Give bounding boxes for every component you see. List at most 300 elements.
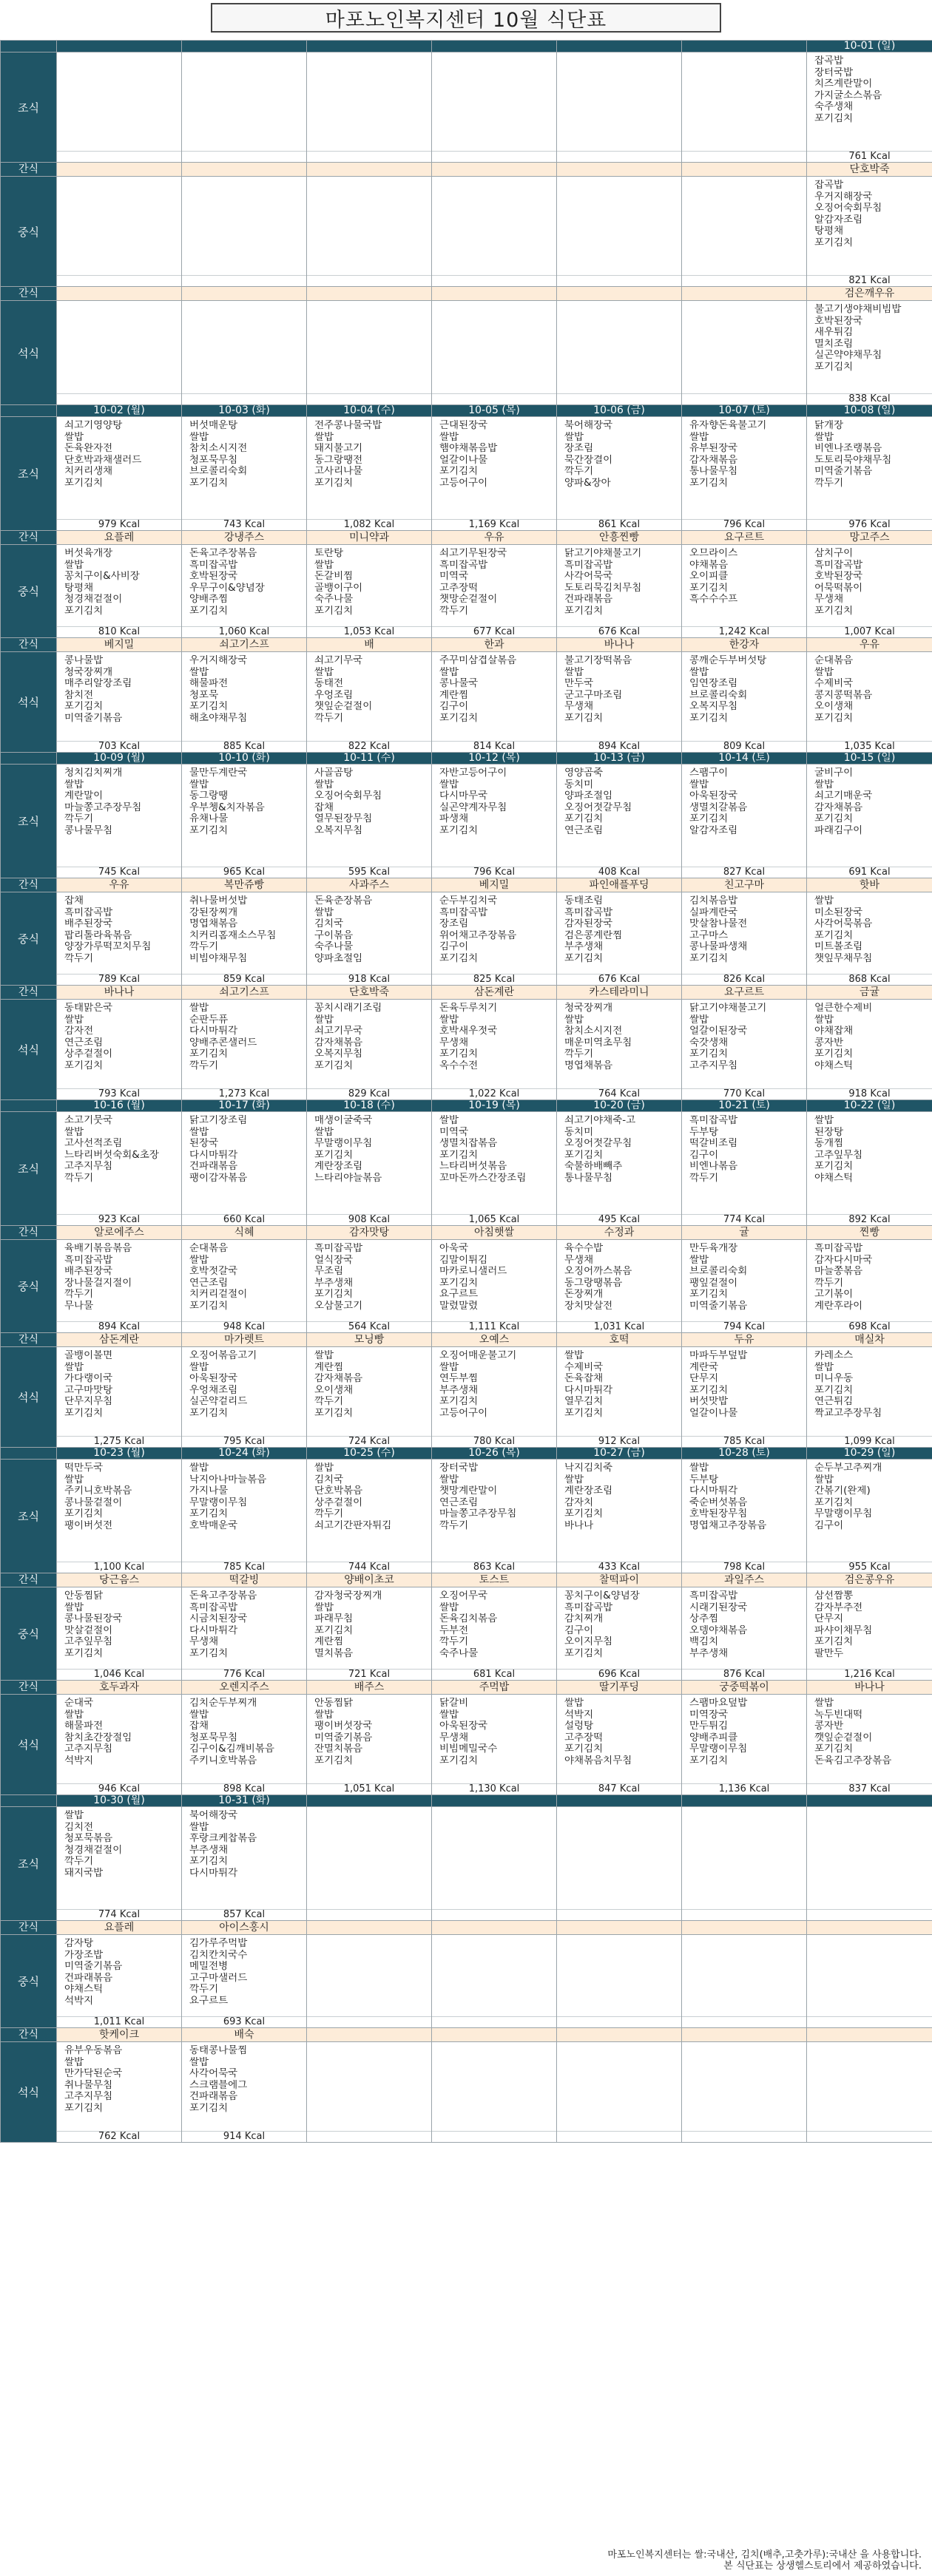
menu-item: 고사리나물: [314, 466, 363, 477]
snack-cell: 바나나: [57, 986, 182, 1000]
menu-item: 떡만두국: [64, 1462, 104, 1474]
kcal-number: 912: [598, 1436, 617, 1447]
kcal-unit: Kcal: [369, 1214, 391, 1225]
menu-items: [557, 1347, 681, 1419]
menu-item: 해초야채무침: [189, 712, 248, 724]
meal-cell: [557, 1587, 682, 1681]
menu-items: [182, 1695, 306, 1766]
menu-item: 돈장찌개: [564, 1289, 604, 1300]
kcal-value: [682, 1669, 806, 1680]
kcal-unit: Kcal: [244, 867, 266, 878]
menu-items: [807, 1935, 932, 1938]
menu-item: 만두육개장: [689, 1243, 738, 1254]
snack-cell: 단호박죽: [307, 986, 432, 1000]
kcal-value: [182, 867, 306, 878]
menu-item: 포기김치: [64, 2102, 104, 2114]
kcal-number: 1,082: [343, 519, 371, 530]
kcal-number: 681: [473, 1669, 492, 1680]
kcal-value: [57, 1214, 181, 1225]
snack-cell: 쇠고기스프: [182, 638, 307, 652]
meal-cell: [432, 52, 557, 163]
meal-cell: [57, 417, 182, 531]
menu-item: 콩나물무침: [64, 824, 113, 836]
kcal-number: 1,275: [93, 1436, 121, 1447]
meal-cell: [432, 1935, 557, 2028]
menu-item: 포기김치: [814, 1497, 854, 1508]
menu-item: 챗망계란말이: [439, 1485, 498, 1497]
kcal-number: 1,273: [218, 1088, 246, 1099]
snack-label: 간식: [1, 163, 57, 177]
menu-item: 쌀밥: [814, 895, 834, 906]
menu-item: 포기김치: [689, 1048, 729, 1060]
menu-item: 우거지해장국: [189, 655, 248, 666]
kcal-value: [807, 2016, 932, 2027]
menu-item: 오이생채: [314, 1384, 354, 1396]
meal-cell: [307, 1112, 432, 1226]
kcal-unit: Kcal: [744, 867, 766, 878]
menu-item: 버섯육개장: [64, 548, 113, 559]
meal-cell: [182, 545, 307, 638]
snack-cell: 파인애플푸딩: [557, 878, 682, 892]
kcal-number: 795: [223, 1436, 242, 1447]
kcal-number: 774: [98, 1909, 117, 1920]
snack-cell: [682, 163, 807, 177]
menu-item: 골뱅이구이: [314, 582, 363, 594]
menu-items: [432, 1112, 556, 1184]
day-header: [182, 41, 307, 52]
menu-item: 고추지무침: [64, 2091, 113, 2102]
menu-item: 챗잎순겉절이: [314, 701, 373, 712]
kcal-unit: Kcal: [369, 1088, 391, 1099]
menu-item: 돼지불고기: [314, 443, 363, 454]
menu-item: 안동찜닭: [314, 1698, 354, 1709]
snack-cell: 배숙: [182, 2028, 307, 2042]
snack-cell: 카스테라미니: [557, 986, 682, 1000]
kcal-number: 780: [473, 1436, 492, 1447]
menu-item: 포기김치: [314, 477, 354, 489]
snack-label: 간식: [1, 1333, 57, 1347]
menu-item: 새우튀김: [814, 327, 854, 338]
kcal-number: 1,169: [468, 519, 496, 530]
snack-cell: [682, 287, 807, 301]
menu-item: 쌀밥: [689, 1254, 709, 1266]
meal-cell: [807, 301, 932, 405]
snack-label: 간식: [1, 2028, 57, 2042]
snack-label: 간식: [1, 1921, 57, 1935]
kcal-unit: Kcal: [374, 626, 395, 637]
menu-item: 쌀밥: [189, 1361, 209, 1373]
menu-item: 포기김치: [189, 1856, 229, 1867]
meal-cell: [307, 1460, 432, 1573]
menu-item: 장치맛살전: [564, 1300, 613, 1312]
menu-item: 포기김치: [689, 952, 729, 964]
menu-item: 쌀밥: [439, 666, 459, 678]
kcal-unit: Kcal: [744, 741, 766, 752]
snack-cell: 검은깨우유: [807, 287, 932, 301]
day-header: 10-23 (월): [57, 1448, 182, 1460]
kcal-value: [682, 2016, 806, 2027]
day-header: 10-11 (수): [307, 753, 432, 765]
menu-items: [682, 765, 806, 836]
kcal-value: [682, 1909, 806, 1920]
kcal-value: [182, 1562, 306, 1573]
breakfast-label: 조식: [1, 52, 57, 163]
kcal-number: 776: [223, 1669, 242, 1680]
menu-item: 된장탕: [814, 1126, 844, 1138]
meal-cell: [682, 1112, 807, 1226]
menu-item: 참치소시지전: [564, 1026, 623, 1037]
menu-item: 계란장조림: [314, 1161, 363, 1172]
lunch-label: 중식: [1, 1587, 57, 1681]
menu-item: 미역국: [439, 1126, 469, 1138]
menu-item: 마늘쫑고추장무침: [64, 801, 142, 813]
date-header-row: [1, 1100, 932, 1112]
menu-item: 오이지무침: [564, 1636, 613, 1647]
meal-cell: [432, 1000, 557, 1100]
menu-items: [182, 545, 306, 617]
date-header-row: [1, 753, 932, 765]
kcal-value: [57, 2131, 181, 2142]
menu-item: 브로콜리숙회: [189, 466, 248, 477]
kcal-number: 770: [723, 1088, 742, 1099]
menu-item: 쌀밥: [314, 1126, 334, 1138]
snack-cell: 아침햇쌀: [432, 1226, 557, 1240]
menu-item: 쌀밥: [64, 1601, 84, 1613]
menu-item: 꼬마돈까스간장조림: [439, 1172, 527, 1184]
meal-cell: [682, 301, 807, 405]
kcal-value: [682, 974, 806, 985]
menu-item: 연근조림: [189, 1277, 229, 1289]
kcal-value: [557, 1214, 681, 1225]
kcal-value: [807, 867, 932, 878]
menu-item: 콩나물밥: [64, 655, 104, 666]
snack-cell: [432, 1921, 557, 1935]
meal-cell: [432, 1460, 557, 1573]
menu-item: 감자채볶음: [314, 1037, 363, 1048]
meal-cell: [807, 1112, 932, 1226]
menu-item: 연근조림: [564, 824, 604, 836]
kcal-value: [57, 741, 181, 752]
menu-item: 매운미역초무침: [564, 1037, 632, 1048]
meal-cell: [807, 765, 932, 878]
kcal-number: 859: [223, 974, 242, 985]
snack-cell: 양배이초코: [307, 1573, 432, 1587]
menu-item: 청경채겉절이: [64, 1844, 123, 1856]
kcal-number: 774: [723, 1214, 742, 1225]
kcal-value: [57, 1783, 181, 1794]
menu-item: 우엉조림: [314, 689, 354, 701]
kcal-number: 1,111: [468, 1321, 496, 1332]
menu-item: 깍두기: [314, 1508, 344, 1519]
meal-cell: [807, 545, 932, 638]
meal-cell: [807, 1347, 932, 1448]
menu-item: 묵간장결이: [564, 454, 613, 466]
menu-items: [682, 1695, 806, 1766]
menu-item: 야채볶음치무침: [564, 1755, 632, 1766]
kcal-value: [557, 1783, 681, 1794]
kcal-unit: Kcal: [874, 626, 895, 637]
menu-item: 죽순버섯볶음: [689, 1497, 748, 1508]
menu-item: 계란찜: [314, 1636, 344, 1647]
kcal-unit: Kcal: [119, 519, 141, 530]
menu-items: [557, 177, 681, 180]
meal-cell: [807, 1460, 932, 1573]
menu-items: [307, 1695, 431, 1766]
meal-cell: [557, 417, 682, 531]
kcal-number: 1,136: [718, 1783, 746, 1794]
menu-item: 포기김치: [564, 1647, 604, 1659]
menu-item: 포기김치: [189, 824, 229, 836]
menu-items: [307, 765, 431, 836]
menu-item: 오복지무침: [314, 824, 363, 836]
snack-cell: [432, 287, 557, 301]
breakfast-row: [1, 1807, 932, 1921]
kcal-value: [557, 2131, 681, 2142]
menu-item: 쌀밥: [314, 559, 334, 571]
menu-item: 포기김치: [189, 1300, 229, 1312]
menu-items: [682, 1807, 806, 1810]
meal-cell: [307, 177, 432, 287]
breakfast-label: 조식: [1, 1112, 57, 1226]
menu-item: 콩지콩떡볶음: [814, 689, 873, 701]
meal-cell: [182, 765, 307, 878]
meal-cell: [57, 2042, 182, 2143]
day-header: 10-31 (화): [182, 1795, 307, 1807]
menu-item: 오징어매운불고기: [439, 1350, 517, 1361]
kcal-unit: Kcal: [119, 626, 141, 637]
day-header: 10-04 (수): [307, 405, 432, 417]
menu-item: 감자치: [564, 1497, 594, 1508]
menu-item: 쌀밥: [564, 1350, 584, 1361]
dinner-row: [1, 652, 932, 753]
menu-item: 포기김치: [814, 1048, 854, 1060]
menu-item: 포기김치: [314, 1407, 354, 1419]
menu-item: 가지굴소스볶음: [814, 89, 882, 101]
day-header: 10-14 (토): [682, 753, 807, 765]
menu-item: 부추생채: [689, 1647, 729, 1659]
menu-items: [557, 1695, 681, 1766]
day-header: 10-10 (화): [182, 753, 307, 765]
menu-item: 버섯매운탕: [189, 420, 238, 431]
kcal-value: [307, 974, 431, 985]
menu-item: 포기김치: [439, 952, 479, 964]
menu-item: 포기김치: [64, 701, 104, 712]
menu-item: 호박된장국: [814, 571, 863, 582]
kcal-value: [807, 519, 932, 530]
menu-item: 청경채겉절이: [64, 594, 123, 605]
kcal-number: 1,065: [468, 1214, 496, 1225]
menu-item: 포기김치: [314, 1755, 354, 1766]
menu-items: [557, 1460, 681, 1531]
day-header: 10-05 (목): [432, 405, 557, 417]
dinner-label: 석식: [1, 1347, 57, 1448]
menu-items: [682, 1935, 806, 1938]
kcal-unit: Kcal: [744, 1321, 766, 1332]
kcal-number: 691: [848, 867, 868, 878]
lunch-label: 중식: [1, 1935, 57, 2028]
kcal-value: [307, 1562, 431, 1573]
menu-items: [557, 892, 681, 964]
menu-item: 알감자조림: [689, 824, 738, 836]
breakfast-label: 조식: [1, 417, 57, 531]
day-header: 10-16 (월): [57, 1100, 182, 1112]
meal-cell: [557, 1000, 682, 1100]
snack-cell: 감자맛탕: [307, 1226, 432, 1240]
meal-cell: [182, 1587, 307, 1681]
meal-cell: [307, 1587, 432, 1681]
day-header: 10-18 (수): [307, 1100, 432, 1112]
meal-cell: [182, 1460, 307, 1573]
kcal-unit: Kcal: [499, 1783, 520, 1794]
menu-item: 동치미: [564, 1126, 594, 1138]
snack-cell: 아이스홍시: [182, 1921, 307, 1935]
kcal-number: 660: [223, 1214, 242, 1225]
kcal-number: 898: [223, 1783, 242, 1794]
day-header: [432, 1795, 557, 1807]
kcal-number: 825: [473, 974, 492, 985]
menu-items: [682, 1347, 806, 1419]
snack-row: [1, 1333, 932, 1347]
day-header: 10-07 (토): [682, 405, 807, 417]
menu-item: 깍두기: [564, 1048, 594, 1060]
meal-cell: [57, 1000, 182, 1100]
menu-item: 야채스틱: [814, 1172, 854, 1184]
kcal-value: [432, 1783, 556, 1794]
kcal-unit: Kcal: [499, 519, 520, 530]
meal-cell: [57, 652, 182, 753]
date-header-corner: [1, 41, 57, 52]
kcal-unit: Kcal: [619, 626, 641, 637]
snack-cell: [432, 2028, 557, 2042]
menu-items: [682, 301, 806, 304]
menu-item: 실파계란국: [689, 906, 738, 918]
menu-item: 쌀밥: [564, 1698, 584, 1709]
kcal-value: [682, 626, 806, 637]
menu-item: 쇠고기무국: [314, 655, 363, 666]
menu-item: 닭고기장조림: [189, 1115, 248, 1126]
menu-item: 매추리알장조림: [64, 678, 132, 689]
meal-cell: [557, 52, 682, 163]
menu-item: 고추잎무침: [64, 1636, 113, 1647]
snack-cell: 찐빵: [807, 1226, 932, 1240]
kcal-unit: Kcal: [744, 974, 766, 985]
kcal-value: [432, 867, 556, 878]
menu-items: [307, 1347, 431, 1419]
menu-items: [57, 52, 181, 55]
meal-cell: [557, 1347, 682, 1448]
footer-line-2: 본 식단표는 상생헬스토리에서 제공하였습니다.: [723, 2560, 922, 2572]
menu-item: 깍두기: [314, 712, 344, 724]
snack-cell: [807, 2028, 932, 2042]
kcal-unit: Kcal: [244, 2016, 266, 2027]
snack-cell: 알로에주스: [57, 1226, 182, 1240]
kcal-value: [557, 1321, 681, 1332]
menu-item: 쌀밥: [64, 1126, 84, 1138]
menu-item: 단호박볶음: [314, 1485, 363, 1497]
kcal-number: 761: [848, 151, 868, 162]
snack-cell: 한과: [432, 638, 557, 652]
meal-cell: [807, 1587, 932, 1681]
kcal-number: 1,007: [844, 626, 872, 637]
menu-item: 돈육고추장볶음: [189, 1590, 257, 1601]
menu-item: 동치미: [564, 779, 594, 790]
meal-cell: [182, 52, 307, 163]
menu-item: 포기김치: [814, 1743, 854, 1755]
day-header: 10-15 (일): [807, 753, 932, 765]
menu-item: 쌀밥: [689, 779, 709, 790]
meal-cell: [307, 301, 432, 405]
menu-item: 흑미잡곡밥: [189, 1601, 238, 1613]
meal-cell: [432, 1807, 557, 1921]
snack-row: [1, 878, 932, 892]
kcal-number: 814: [473, 741, 492, 752]
menu-item: 짝교고추장무침: [814, 1407, 882, 1419]
menu-item: 버섯맛밥: [689, 1396, 729, 1407]
dinner-label: 석식: [1, 301, 57, 405]
menu-items: [807, 52, 932, 124]
menu-item: 돈육두루치기: [439, 1003, 498, 1014]
snack-cell: 오예스: [432, 1333, 557, 1347]
kcal-unit: Kcal: [124, 1562, 145, 1573]
menu-item: 불고기생야채비빔밥: [814, 304, 902, 315]
kcal-number: 676: [598, 974, 617, 985]
menu-item: 포기김치: [439, 824, 479, 836]
kcal-unit: Kcal: [619, 519, 641, 530]
snack-cell: 주먹밥: [432, 1681, 557, 1695]
kcal-number: 837: [848, 1783, 868, 1794]
kcal-number: 946: [98, 1783, 117, 1794]
menu-items: [557, 2042, 681, 2045]
kcal-number: 698: [848, 1321, 868, 1332]
menu-item: 백김치: [689, 1636, 719, 1647]
menu-item: 쌀밥: [439, 1115, 459, 1126]
menu-item: 도토리묵김치무침: [564, 582, 642, 594]
menu-items: [432, 1695, 556, 1766]
menu-item: 콩자반: [814, 1037, 844, 1048]
menu-items: [182, 1112, 306, 1184]
menu-item: 아욱된장국: [189, 1373, 238, 1384]
menu-item: 팽이감자볶음: [189, 1172, 248, 1184]
menu-item: 배추된장국: [64, 1266, 113, 1277]
meal-cell: [182, 301, 307, 405]
meal-cell: [807, 1935, 932, 2028]
date-header-corner: [1, 1448, 57, 1460]
menu-item: 유부된장국: [689, 443, 738, 454]
menu-item: 만가닥된순국: [64, 2068, 123, 2079]
menu-item: 콩깨순두부버섯탕: [689, 655, 767, 666]
menu-items: [307, 1935, 431, 1938]
kcal-number: 822: [348, 741, 367, 752]
meal-cell: [682, 1695, 807, 1795]
menu-item: 쌀밥: [689, 666, 709, 678]
menu-item: 열무된장무침: [314, 813, 373, 824]
meal-cell: [557, 1112, 682, 1226]
menu-items: [182, 52, 306, 55]
meal-cell: [432, 1240, 557, 1333]
menu-item: 쌀밥: [689, 1014, 709, 1026]
menu-item: 가장조밥: [64, 1949, 104, 1961]
kcal-value: [557, 151, 681, 162]
menu-items: [57, 1807, 181, 1879]
kcal-unit: Kcal: [369, 1436, 391, 1447]
menu-item: 치커리겉절이: [189, 1289, 248, 1300]
menu-item: 숙주나물: [314, 941, 354, 952]
menu-item: 포기김치: [814, 1636, 854, 1647]
menu-item: 쌀밥: [439, 779, 459, 790]
kcal-unit: Kcal: [619, 1214, 641, 1225]
meal-cell: [182, 652, 307, 753]
menu-item: 미역줄기볶음: [64, 1961, 123, 1972]
